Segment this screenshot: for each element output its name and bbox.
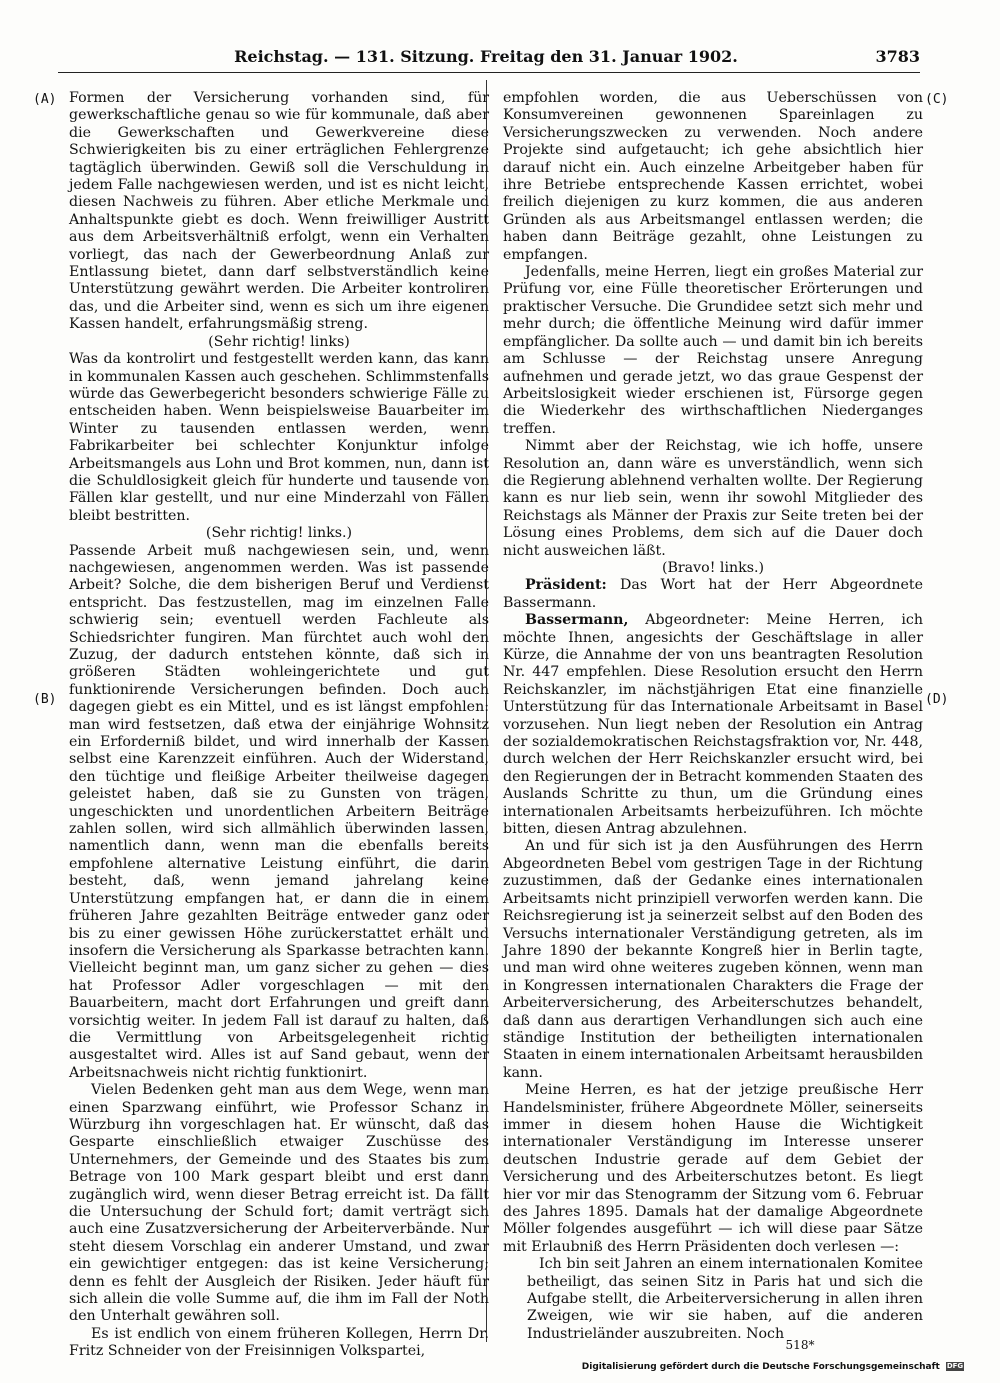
left-column xyxy=(69,90,489,1361)
speaker-paragraph-praesident: Präsident: Das Wort hat der Herr Abgeordnete Bassermann. xyxy=(503,577,923,611)
page-number: 3783 xyxy=(875,47,920,66)
right-column xyxy=(503,90,923,1343)
interjection: (Sehr richtig! links.) xyxy=(205,525,353,542)
speaker-name: Bassermann, xyxy=(525,612,629,629)
running-header xyxy=(52,47,920,71)
paragraph: Was da kontrolirt und festgestellt werden kann, das kann in kommunalen Kassen auch geschehen. Schlimmstenfalls würde das Gewerbegericht besonders schwierige Fälle zu entscheiden haben. Wenn beispielsweise Bauarbeiter im Winter zu tausenden entlassen werden, wenn Fabrikarbeiter bei schlechter Konjunktur infolge Arbeitsmangels aus Lohn und Brot kommen, nun, dann ist die Schuldlosigkeit gleich für hunderte und tausende von Fällen klar gestellt, und nur eine Minderzahl von Fällen bleibt bestritten. xyxy=(69,351,489,524)
signature-mark: 518* xyxy=(785,1338,815,1352)
speaker-name: Präsident: xyxy=(525,577,607,594)
paragraph: Es ist endlich von einem früheren Kollegen, Herrn Dr. Fritz Schneider von der Freisinnigen Volkspartei, xyxy=(69,1325,489,1360)
paragraph: An und für sich ist ja den Ausführungen des Herrn Abgeordneten Bebel vom gestrigen Tage in der Richtung zuzustimmen, daß der Gedanke eines internationalen Arbeitsamts nicht prinzipiell verworfen werden kann. Die Reichsregierung ist ja seinerzeit selbst auf den Boden des Versuchs internationaler Verständigung getreten, als im Jahre 1890 der bekannte Kongreß hier in Berlin tagte, und man wird ohne weiteres zugeben können, wenn man in Kongressen internationalen Charakters die Frage der Arbeiterversicherung, des Arbeiterschutzes behandelt, daß dann aus derartigen Verhandlungen sich auch eine ständige Institution der betheiligten internationalen Staaten in einem internationalen Arbeitsamt herausbilden kann. xyxy=(503,838,923,1081)
paragraph: Meine Herren, es hat der jetzige preußische Herr Handelsminister, frühere Abgeordnete Möller, seinerseits immer in diesem hohen Hause die Wichtigkeit internationaler Verständigung im Interesse unserer deutschen Industrie gerade auf dem Gebiet der Versicherung und des Arbeiterschutzes betont. Es liegt hier vor mir das Stenogramm der Sitzung vom 6. Februar des Jahres 1895. Damals hat der damalige Abgeordnete Möller folgendes ausgeführt — ich will diese paar Sätze mit Erlaubniß des Herrn Präsidenten doch verlesen —: xyxy=(503,1082,923,1255)
interjection: (Bravo! links.) xyxy=(661,559,765,576)
margin-marker-a: (A) xyxy=(33,92,57,107)
header-rule xyxy=(58,72,920,73)
margin-marker-d: (D) xyxy=(925,692,949,707)
digitization-credit xyxy=(582,1362,964,1372)
paragraph: Passende Arbeit muß nachgewiesen sein, und, wenn nachgewiesen, angenommen werden. Was ist passende Arbeit? Solche, die dem bisherigen Beruf und Verdienst entspricht. Das festzustellen, mag im einzelnen Falle schwierig sein; eventuell werden Fachleute als Schiedsrichter fungiren. Man fürchtet auch wohl den Zuzug, der dadurch entstehen könnte, daß sich in größeren Städten wohleingerichtete und gut funktionirende Versicherungen befinden. Doch auch dagegen giebt es ein Mittel, und es ist längst empfohlen: man wird festsetzen, daß etwa der einjährige Wohnsitz ein Erforderniß bildet, und wird innerhalb der Kassen selbst eine Karenzzeit einführen. Auch der Widerstand, den tüchtige und fleißige Arbeiter theilweise dagegen geleistet haben, daß sie zu Gunsten von trägen, ungeschickten und unordentlichen Arbeitern Beiträge zahlen sollen, wird sich allmählich überwinden lassen, namentlich dann, wenn man die ebenfalls bereits empfohlene alternative Leistung einführt, die darin besteht, daß, wenn jemand jahrelang keine Unterstützung empfangen hat, er dann die in einem früheren Jahre gezahlten Beiträge entweder ganz oder bis zu einer gewissen Höhe zurückerstattet erhält und insofern die Versicherung als Sparkasse betrachten kann. Vielleicht beginnt man, um ganz sicher zu gehen — dies hat Professor Adler vorgeschlagen — mit den Bauarbeitern, macht dort Erfahrungen und greift dann vorsichtig weiter. In jedem Fall ist darauf zu halten, daß die Vermittlung von Arbeitsgelegenheit richtig ausgestaltet wird. Alles ist auf Sand gebaut, wenn der Arbeitsnachweis nicht richtig funktionirt. xyxy=(69,542,489,1081)
credit-text: Digitalisierung gefördert durch die Deutsche Forschungsgemeinschaft xyxy=(581,1362,940,1372)
interjection: (Sehr richtig! links) xyxy=(208,333,350,350)
dfg-logo: DFG xyxy=(946,1362,964,1370)
paragraph: Vielen Bedenken geht man aus dem Wege, wenn man einen Sparzwang einführt, wie Professor Schanz in Würzburg ihn vorgeschlagen hat. Er wünscht, daß das Gesparte einschließlich etwaiger Zuschüsse des Unternehmers, der Gemeinde und des Staates bis zum Betrage von 100 Mark gespart bleibt und erst dann zugänglich wird, wenn dieser Betrag erreicht ist. Da fällt die Untersuchung der Schuld fort; damit verträgt sich auch eine Zusatzversicherung der Arbeiterverbände. Nur steht diesem Vorschlag ein anderer Umstand, und zwar ein gewichtiger entgegen: das ist keine Versicherung; denn es fehlt der Ausgleich der Risiken. Jeder häuft für sich allein die volle Summe auf, die ihm im Fall der Noth den Unterhalt gewähren soll. xyxy=(69,1082,489,1325)
paragraph: empfohlen worden, die aus Ueberschüssen von Konsumvereinen gewonnenen Spareinlagen zu Versicherungszwecken zu verwenden. Noch andere Projekte sind aufgetaucht; ich gehe absichtlich hier darauf nicht ein. Auch einzelne Arbeitgeber haben für ihre Betriebe entsprechende Kassen errichtet, wobei freilich diejenigen zu kurz kommen, die aus anderen Gründen als aus Arbeitsmangel entlassen werden; die haben dann Beiträge gezahlt, ohne Leistungen zu empfangen. xyxy=(503,90,923,263)
margin-marker-b: (B) xyxy=(33,692,57,707)
paragraph: Formen der Versicherung vorhanden sind, für gewerkschaftliche genau so wie für kommunale, daß aber die Gewerkschaften und Gewerkvereine diese Schwierigkeiten bis zu einer erträglichen Fehlergrenze tagtäglich überwinden. Gewiß soll die Verschuldung in jedem Falle nachgewiesen werden, und ist es nicht leicht, diesen Nachweis zu führen. Aber etliche Merkmale und Anhaltspunkte giebt es doch. Wenn freiwilliger Austritt aus dem Arbeitsverhältniß erfolgt, wenn ein Verhalten vorliegt, das nach der Gewerbeordnung Anlaß zur Entlassung bietet, dann darf selbstverständlich keine Unterstützung gewährt werden. Die Arbeiter kontroliren das, und die Arbeiter sind, wenn es sich um ihre eigenen Kassen handelt, erfahrungsmäßig streng. xyxy=(69,90,489,333)
speaker-paragraph-bassermann: Bassermann, Abgeordneter: Meine Herren, ich möchte Ihnen, angesichts der Geschäftslage in aller Kürze, die Annahme der von uns beantragten Resolution Nr. 447 empfehlen. Diese Resolution ersucht den Herrn Reichskanzler, im nächstjährigen Etat eine finanzielle Unterstützung für das Internationale Arbeitsamt in Basel vorzusehen. Nun liegt neben der Resolution ein Antrag der sozialdemokratischen Reichstagsfraktion vor, Nr. 448, durch welchen der Herr Reichskanzler ersucht wird, bei den Regierungen der in Betracht kommenden Staaten des Auslands Schritte zu thun, um die Gründung eines internationalen Arbeitsamts herbeizuführen. Ich möchte bitten, diesen Antrag abzulehnen. xyxy=(503,612,923,838)
paragraph: Jedenfalls, meine Herren, liegt ein großes Material zur Prüfung vor, eine Fülle theoretischer Erörterungen und praktischer Versuche. Die Grundidee setzt sich mehr und mehr durch; die öffentliche Meinung wird dafür immer empfänglicher. Da sollte auch — und damit bin ich bereits am Schlusse — der Reichstag unsere Anregung aufnehmen und gerade jetzt, wo das graue Gespenst der Arbeitslosigkeit wieder erschienen ist, Fürsorge gegen die Wiederkehr des wirthschaftlichen Niederganges treffen. xyxy=(503,264,923,437)
paragraph: Nimmt aber der Reichstag, wie ich hoffe, unsere Resolution an, dann wäre es unverständlich, wenn sich die Regierung ablehnend verhalten wollte. Der Regierung kann es nur lieb sein, wenn ihr sowohl Mitglieder des Reichstags als Männer der Praxis zur Seite treten bei der Lösung eines Problems, dem sich auf die Dauer doch nicht ausweichen läßt. xyxy=(503,438,923,559)
margin-marker-c: (C) xyxy=(925,92,949,107)
quotation: Ich bin seit Jahren an einem internationalen Komitee betheiligt, das seinen Sitz in Paris hat und sich die Aufgabe stellt, die Arbeiterversicherung in allen ihren Zweigen, wie wir sie haben, auf die anderen Industrieländer auszubreiten. Noch xyxy=(527,1256,923,1342)
running-title: Reichstag. — 131. Sitzung. Freitag den 31. Januar 1902. xyxy=(234,47,738,66)
